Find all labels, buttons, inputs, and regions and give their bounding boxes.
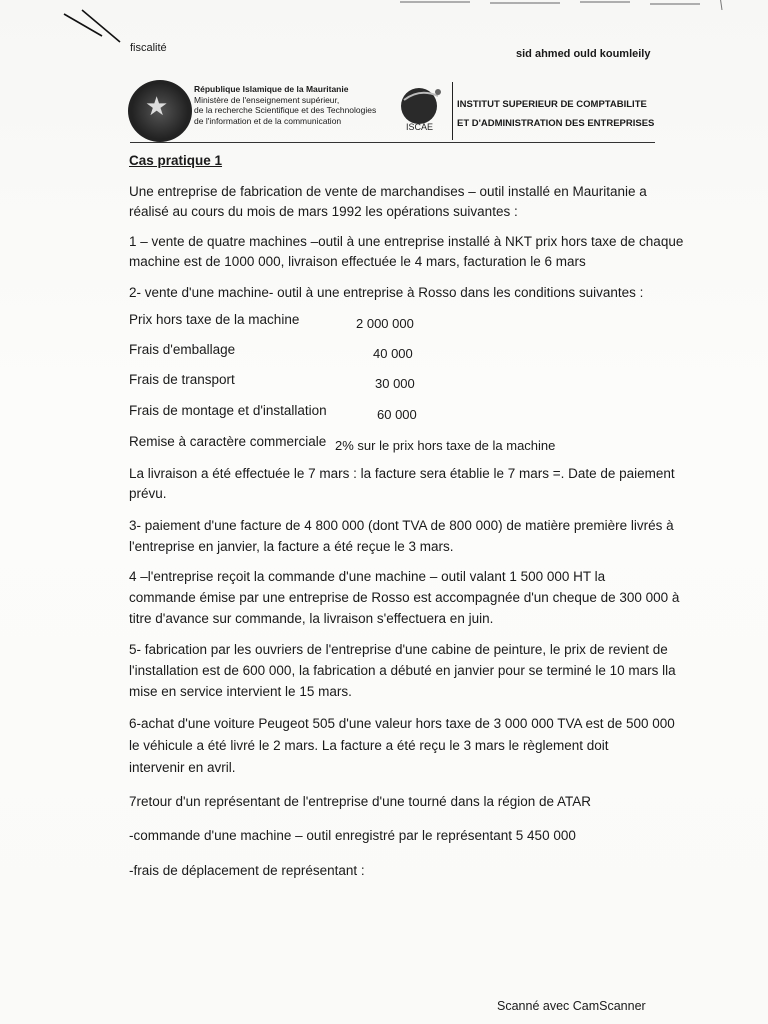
op2-item-value: 40 000: [373, 346, 413, 361]
pen-scribble: [62, 8, 122, 44]
ministry-block: [194, 84, 376, 126]
op2-item-value: 2 000 000: [356, 316, 414, 331]
op7-travel-line: -frais de déplacement de représentant :: [129, 863, 365, 878]
institute-line: INSTITUT SUPERIEUR DE COMPTABILITE: [457, 99, 647, 110]
op7-order-line: -commande d'une machine – outil enregistré par le représentant 5 450 000: [129, 828, 576, 843]
logo-letters: ISCAE: [406, 122, 434, 132]
intro-line: Une entreprise de fabrication de vente de marchandises – outil installé en Mauritanie a: [129, 184, 647, 199]
op5-line: l'installation est de 600 000, la fabrication a débuté en janvier pour se terminé le 10 mars lla: [129, 663, 676, 678]
op5-line: mise en service intervient le 15 mars.: [129, 684, 352, 699]
op4-line: titre d'avance sur commande, la livraison s'effectuera en juin.: [129, 611, 494, 626]
national-seal: [128, 80, 192, 142]
star-icon: ★: [145, 91, 169, 121]
op7-line: 7retour d'un représentant de l'entreprise d'une tourné dans la région de ATAR: [129, 794, 592, 809]
ministry-line: de la recherche Scientifique et des Technologies: [194, 105, 377, 115]
iscae-logo: [394, 78, 448, 132]
op2-delivery-line: prévu.: [129, 486, 167, 501]
op2-item-label: Prix hors taxe de la machine: [129, 312, 300, 327]
op6-line: le véhicule a été livré le 2 mars. La facture a été reçu le 3 mars le règlement doit: [129, 738, 609, 753]
author-name: sid ahmed ould koumleily: [516, 48, 651, 60]
op2-item-label: Frais d'emballage: [129, 342, 236, 357]
intro-line: réalisé au cours du mois de mars 1992 les opérations suivantes :: [129, 204, 518, 219]
op3-line: 3- paiement d'une facture de 4 800 000 (dont TVA de 800 000) de matière première livrés à: [129, 518, 674, 533]
op4-line: commande émise par une entreprise de Rosso est accompagnée d'un cheque de 300 000 à: [129, 590, 680, 605]
op5-line: 5- fabrication par les ouvriers de l'entreprise d'une cabine de peinture, le prix de revient de: [129, 642, 668, 657]
op2-item-value: 60 000: [377, 407, 417, 422]
case-title: Cas pratique 1: [129, 153, 223, 168]
bleed-through-marks: [400, 0, 730, 10]
op2-item-label: Frais de montage et d'installation: [129, 403, 327, 418]
op2-delivery-line: La livraison a été effectuée le 7 mars : la facture sera établie le 7 mars =. Date de paiement: [129, 466, 675, 481]
op2-item-value: 2% sur le prix hors taxe de la machine: [335, 438, 556, 453]
header-divider: [452, 82, 453, 140]
op3-line: l'entreprise en janvier, la facture a été reçue le 3 mars.: [129, 539, 454, 554]
institute-block: [457, 95, 654, 133]
institute-line: ET D'ADMINISTRATION DES ENTREPRISES: [457, 118, 655, 129]
op6-line: 6-achat d'une voiture Peugeot 505 d'une valeur hors taxe de 3 000 000 TVA est de 500 000: [129, 716, 675, 731]
op4-line: 4 –l'entreprise reçoit la commande d'une machine – outil valant 1 500 000 HT la: [129, 569, 606, 584]
op2-item-label: Frais de transport: [129, 372, 235, 387]
op1-line: 1 – vente de quatre machines –outil à une entreprise installé à NKT prix hors taxe de chaque: [129, 234, 684, 249]
ministry-line: de l'information et de la communication: [194, 115, 342, 126]
op6-line: intervenir en avril.: [129, 760, 236, 775]
op2-item-value: 30 000: [375, 376, 415, 391]
op2-item-label: Remise à caractère commerciale: [129, 434, 327, 449]
op2-intro: 2- vente d'une machine- outil à une entreprise à Rosso dans les conditions suivantes :: [129, 285, 644, 300]
republic-title: République Islamique de la Mauritanie: [194, 84, 349, 94]
camscanner-watermark: Scanné avec CamScanner: [497, 999, 646, 1013]
ministry-line: Ministère de l'enseignement supérieur,: [194, 94, 340, 105]
header-rule: [130, 142, 655, 143]
subject-label: fiscalité: [130, 42, 167, 54]
op1-line: machine est de 1000 000, livraison effectuée le 4 mars, facturation le 6 mars: [129, 254, 586, 269]
